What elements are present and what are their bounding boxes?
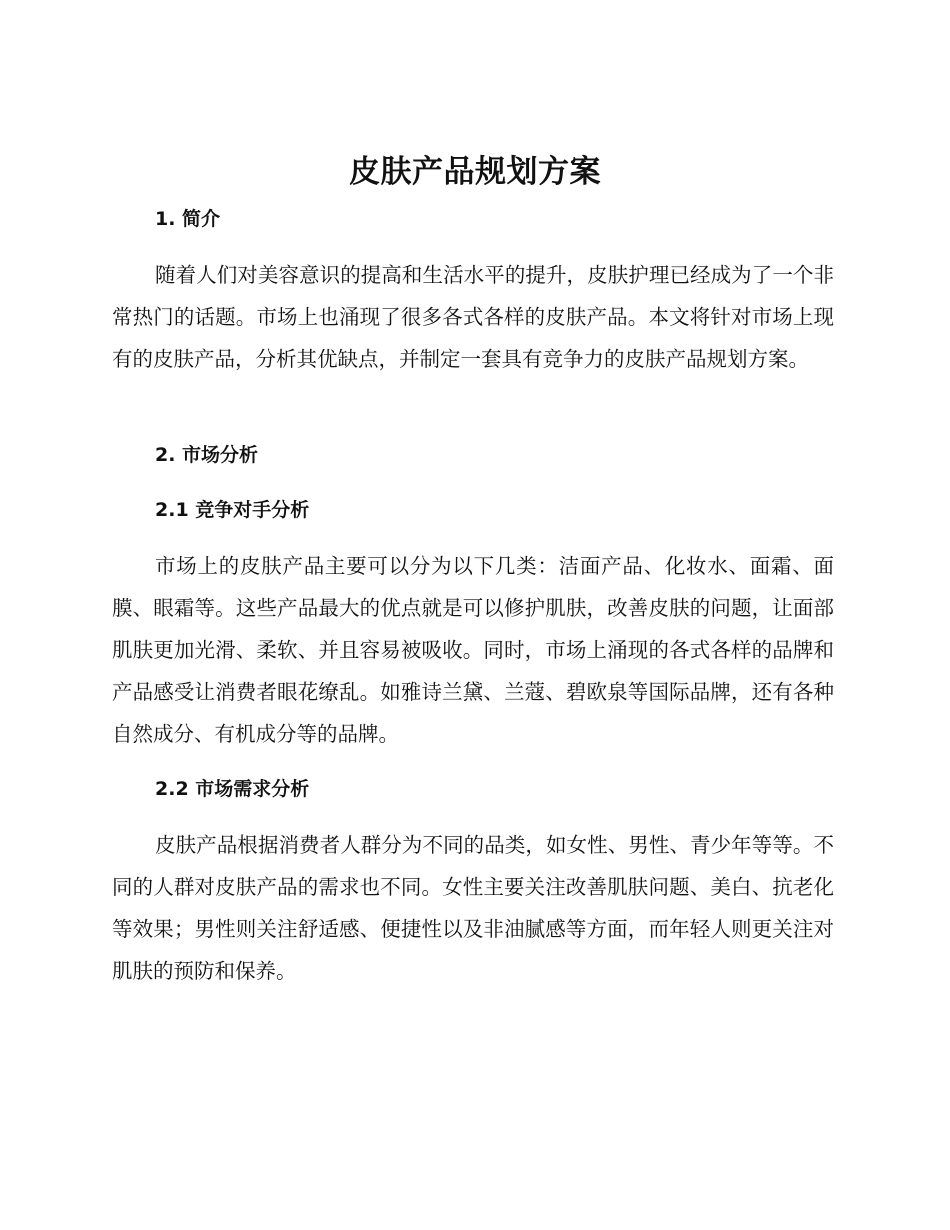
document-title: 皮肤产品规划方案 xyxy=(349,154,601,190)
section-heading-demand-analysis: 2.2 市场需求分析 xyxy=(155,778,310,800)
section-heading-competitor-analysis: 2.1 竞争对手分析 xyxy=(155,499,310,521)
paragraph-demand-analysis: 皮肤产品根据消费者人群分为不同的品类，如女性、男性、青少年等等。不同的人群对皮肤产品的需求也不同。女性主要关注改善肌肤问题、美白、抗老化等效果；男性则关注舒适感、便捷性以及非油腻感等方面，而年轻人则更关注对肌肤的预防和保养。 xyxy=(112,833,834,983)
paragraph-introduction: 随着人们对美容意识的提高和生活水平的提升，皮肤护理已经成为了一个非常热门的话题。市场上也涌现了很多各式各样的皮肤产品。本文将针对市场上现有的皮肤产品，分析其优缺点，并制定一套具有竞争力的皮肤产品规划方案。 xyxy=(112,263,834,371)
section-heading-introduction: 1. 简介 xyxy=(155,208,221,230)
section-heading-market-analysis: 2. 市场分析 xyxy=(155,444,259,466)
paragraph-competitor-analysis: 市场上的皮肤产品主要可以分为以下几类：洁面产品、化妆水、面霜、面膜、眼霜等。这些产品最大的优点就是可以修护肌肤，改善皮肤的问题，让面部肌肤更加光滑、柔软、并且容易被吸收。同时，市场上涌现的各式各样的品牌和产品感受让消费者眼花缭乱。如雅诗兰黛、兰蔻、碧欧泉等国际品牌，还有各种自然成分、有机成分等的品牌。 xyxy=(112,554,834,746)
